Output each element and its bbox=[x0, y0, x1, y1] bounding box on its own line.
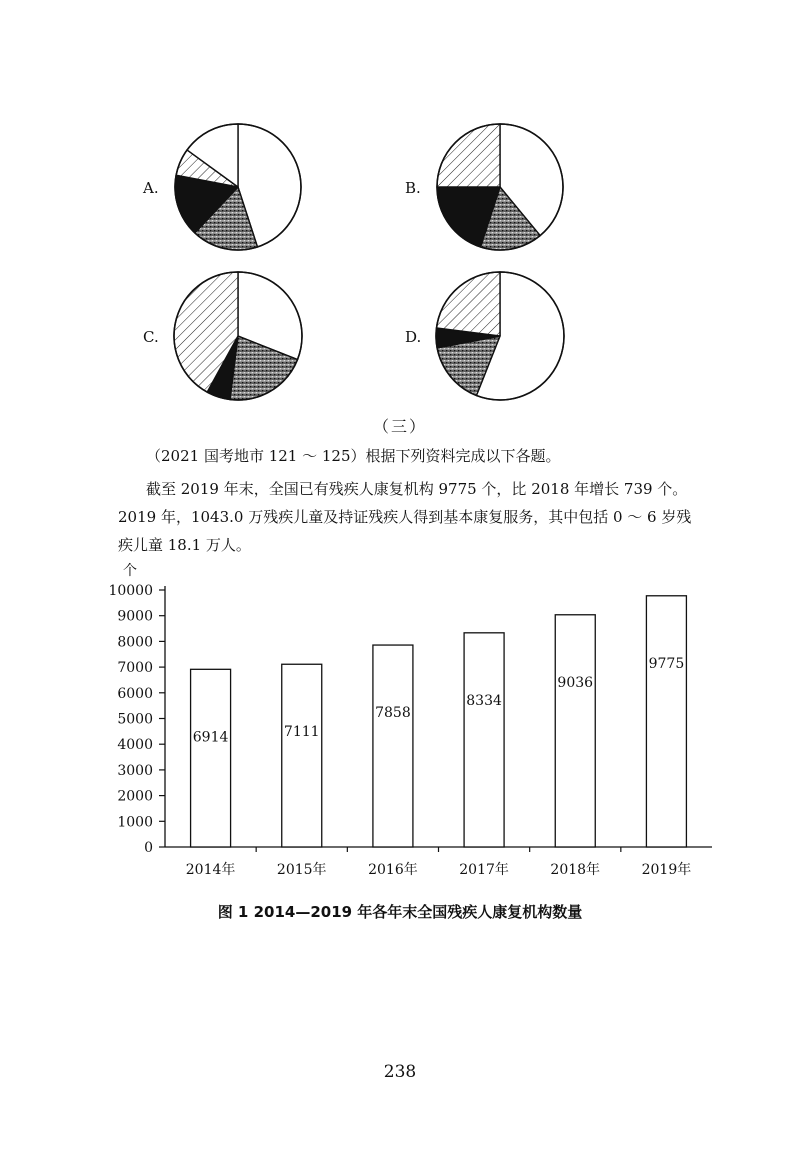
paragraph-line-2: 2019 年，1043.0 万残疾儿童及持证残疾人得到基本康复服务，其中包括 0 ～ 6 岁残 bbox=[118, 508, 692, 526]
source-note: （2021 国考地市 121 ～ 125）根据下列资料完成以下各题。 bbox=[146, 447, 561, 465]
bar-value-label: 9775 bbox=[648, 655, 685, 672]
paragraph-line-3: 疾儿童 18.1 万人。 bbox=[118, 536, 251, 554]
pie-c bbox=[174, 272, 302, 400]
paragraph-line-1: 截至 2019 年末，全国已有残疾人康复机构 9775 个，比 2018 年增长 739 个。 bbox=[146, 480, 688, 498]
x-tick-label: 2015年 bbox=[276, 862, 327, 878]
pie-d bbox=[436, 272, 564, 400]
bar-5 bbox=[555, 615, 595, 847]
y-tick-label: 5000 bbox=[117, 711, 153, 728]
page-number: 238 bbox=[383, 1062, 417, 1082]
y-tick-label: 8000 bbox=[117, 634, 153, 651]
y-unit-label: 个 bbox=[123, 563, 137, 579]
pie-b-slice-4 bbox=[437, 124, 500, 187]
y-tick-label: 7000 bbox=[117, 660, 153, 677]
section-heading: （三） bbox=[372, 417, 427, 436]
bar-value-label: 8334 bbox=[466, 692, 502, 709]
y-tick-label: 3000 bbox=[117, 762, 153, 779]
bar-2 bbox=[282, 664, 322, 847]
pie-d-slice-4 bbox=[437, 272, 501, 336]
y-tick-label: 10000 bbox=[108, 583, 153, 599]
option-label-c: C. bbox=[143, 328, 159, 346]
pie-a bbox=[175, 124, 301, 250]
x-tick-label: 2016年 bbox=[368, 862, 418, 878]
y-tick-label: 2000 bbox=[117, 788, 153, 805]
bar-6 bbox=[646, 596, 686, 847]
y-tick-label: 0 bbox=[144, 840, 153, 856]
bar-value-label: 6914 bbox=[192, 729, 229, 746]
bar-value-label: 7858 bbox=[375, 705, 411, 722]
option-label-a: A. bbox=[143, 179, 159, 197]
x-tick-label: 2018年 bbox=[550, 862, 601, 878]
bar-value-label: 9036 bbox=[557, 674, 594, 691]
y-tick-label: 4000 bbox=[117, 737, 153, 754]
pie-options-figure bbox=[0, 0, 800, 420]
figure-caption: 图 1 2014—2019 年各年末全国残疾人康复机构数量 bbox=[217, 903, 583, 921]
bar-chart bbox=[0, 555, 800, 885]
x-tick-label: 2014年 bbox=[185, 862, 236, 878]
x-tick-label: 2017年 bbox=[459, 862, 509, 878]
y-tick-label: 9000 bbox=[117, 608, 153, 625]
bar-4 bbox=[464, 633, 504, 847]
y-tick-label: 6000 bbox=[117, 685, 153, 702]
x-tick-label: 2019年 bbox=[641, 862, 692, 878]
option-label-d: D. bbox=[405, 328, 422, 346]
y-tick-label: 1000 bbox=[117, 814, 153, 831]
pie-b bbox=[437, 124, 563, 250]
bar-value-label: 7111 bbox=[283, 724, 320, 741]
option-label-b: B. bbox=[405, 179, 421, 197]
bar-3 bbox=[373, 645, 413, 847]
bar-1 bbox=[191, 669, 231, 847]
